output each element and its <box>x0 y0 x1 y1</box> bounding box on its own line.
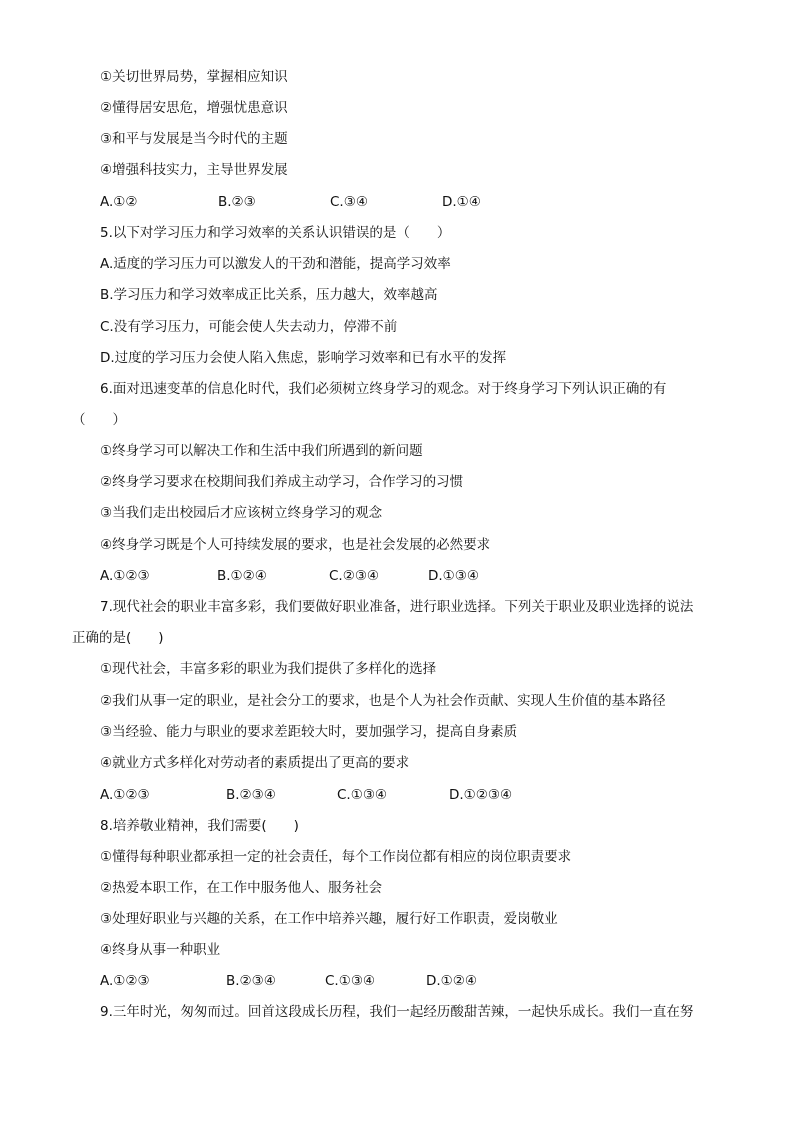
q8-item-4: ④终身从事一种职业 <box>100 942 221 958</box>
q4-option-c: C.③④ <box>330 194 368 210</box>
q4-item-2: ②懂得居安思危，增强忧患意识 <box>100 100 288 116</box>
q7-item-4: ④就业方式多样化对劳动者的素质提出了更高的要求 <box>100 755 410 771</box>
q9-stem-line-1: 9.三年时光，匆匆而过。回首这段成长历程，我们一起经历酸甜苦辣，一起快乐成长。我们一直在努 <box>100 1004 694 1020</box>
q8-option-d: D.①②④ <box>426 973 477 989</box>
q6-item-1: ①终身学习可以解决工作和生活中我们所遇到的新问题 <box>100 443 423 459</box>
q6-option-d: D.①③④ <box>428 568 479 584</box>
q8-option-a: A.①②③ <box>100 973 150 989</box>
q7-stem-line-1: 7.现代社会的职业丰富多彩，我们要做好职业准备，进行职业选择。下列关于职业及职业选择的说法 <box>100 599 694 615</box>
q7-option-b: B.②③④ <box>226 787 276 803</box>
q6-option-c: C.②③④ <box>329 568 380 584</box>
q6-option-b: B.①②④ <box>217 568 267 584</box>
q4-option-d: D.①④ <box>442 194 481 210</box>
q7-option-c: C.①③④ <box>337 787 388 803</box>
q5-stem: 5.以下对学习压力和学习效率的关系认识错误的是（ ） <box>100 225 451 241</box>
q7-item-3: ③当经验、能力与职业的要求差距较大时，要加强学习，提高自身素质 <box>100 724 518 740</box>
q8-option-c: C.①③④ <box>325 973 376 989</box>
q7-option-d: D.①②③④ <box>449 787 513 803</box>
q4-option-b: B.②③ <box>218 194 256 210</box>
q4-option-a: A.①② <box>100 194 138 210</box>
q4-item-1: ①关切世界局势，掌握相应知识 <box>100 69 288 85</box>
q8-stem: 8.培养敬业精神，我们需要( ) <box>100 818 299 834</box>
q6-option-a: A.①②③ <box>100 568 150 584</box>
q8-option-b: B.②③④ <box>226 973 276 989</box>
q6-stem-line-2: （ ） <box>72 412 126 428</box>
q5-option-a: A.适度的学习压力可以激发人的干劲和潜能，提高学习效率 <box>100 256 451 272</box>
q6-item-3: ③当我们走出校园后才应该树立终身学习的观念 <box>100 505 383 521</box>
q6-stem-line-1: 6.面对迅速变革的信息化时代，我们必须树立终身学习的观念。对于终身学习下列认识正确的有 <box>100 381 667 397</box>
q5-option-d: D.过度的学习压力会使人陷入焦虑，影响学习效率和已有水平的发挥 <box>100 350 507 366</box>
q8-item-1: ①懂得每种职业都承担一定的社会责任，每个工作岗位都有相应的岗位职责要求 <box>100 849 572 865</box>
q7-item-1: ①现代社会，丰富多彩的职业为我们提供了多样化的选择 <box>100 661 437 677</box>
q7-stem-line-2: 正确的是( ) <box>72 630 164 646</box>
q6-item-4: ④终身学习既是个人可持续发展的要求，也是社会发展的必然要求 <box>100 537 491 553</box>
q7-option-a: A.①②③ <box>100 787 150 803</box>
q5-option-b: B.学习压力和学习效率成正比关系，压力越大，效率越高 <box>100 287 438 303</box>
q8-item-2: ②热爱本职工作，在工作中服务他人、服务社会 <box>100 880 383 896</box>
q6-item-2: ②终身学习要求在校期间我们养成主动学习，合作学习的习惯 <box>100 474 464 490</box>
q5-option-c: C.没有学习压力，可能会使人失去动力，停滞不前 <box>100 319 398 335</box>
q4-item-4: ④增强科技实力，主导世界发展 <box>100 162 288 178</box>
q8-item-3: ③处理好职业与兴趣的关系，在工作中培养兴趣，履行好工作职责，爱岗敬业 <box>100 911 558 927</box>
q4-item-3: ③和平与发展是当今时代的主题 <box>100 131 288 147</box>
q7-item-2: ②我们从事一定的职业，是社会分工的要求，也是个人为社会作贡献、实现人生价值的基本路径 <box>100 693 666 709</box>
